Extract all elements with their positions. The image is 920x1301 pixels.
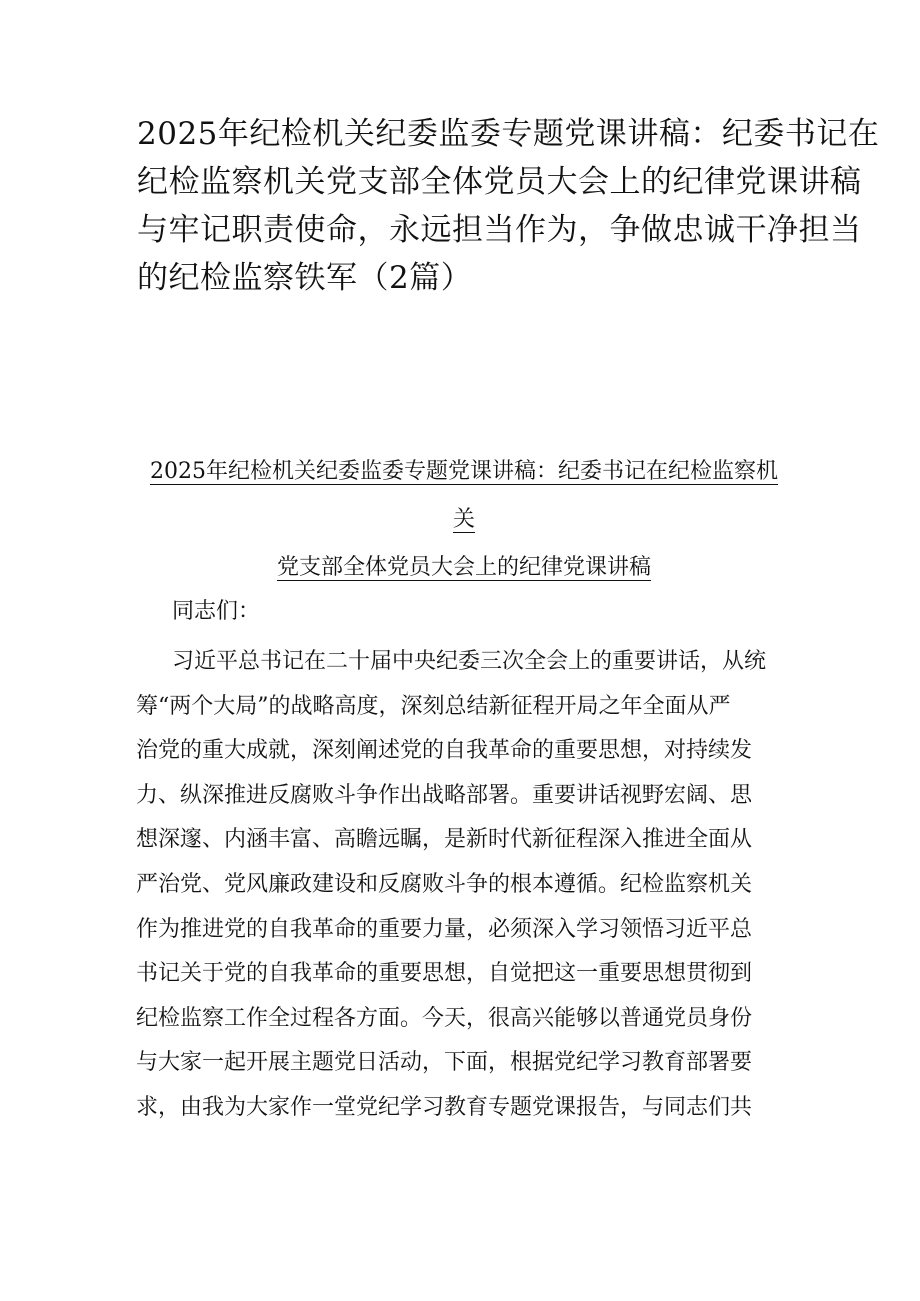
cover-title-line: 的纪检监察铁军（2篇） <box>137 260 473 296</box>
body-line: 求，由我为大家作一堂党纪学习教育专题党课报告，与同志们共 <box>136 1094 753 1120</box>
cover-title-line: 2025年纪检机关纪委监委专题党课讲稿：纪委书记在 <box>137 116 880 152</box>
article-title <box>130 448 798 592</box>
body-line: 严治党、党风廉政建设和反腐败斗争的根本遵循。纪检监察机关 <box>136 871 753 897</box>
cover-title-line: 与牢记职责使命，永远担当作为，争做忠诚干净担当 <box>137 212 862 248</box>
article-title-line: 党支部全体党员大会上的纪律党课讲稿 <box>276 555 651 580</box>
body-line: 筹“两个大局”的战略高度，深刻总结新征程开局之年全面从严 <box>136 693 731 719</box>
body-line: 纪检监察工作全过程各方面。今天，很高兴能够以普通党员身份 <box>136 1005 753 1031</box>
body-line: 想深邃、内涵丰富、高瞻远瞩，是新时代新征程深入推进全面从 <box>136 827 753 853</box>
article-title-line: 2025年纪检机关纪委监委专题党课讲稿：纪委书记在纪检监察机 <box>150 459 778 484</box>
cover-title-line: 纪检监察机关党支部全体党员大会上的纪律党课讲稿 <box>137 164 862 200</box>
body-line: 书记关于党的自我革命的重要思想，自觉把这一重要思想贯彻到 <box>136 961 753 987</box>
body-line: 治党的重大成就，深刻阐述党的自我革命的重要思想，对持续发 <box>136 738 753 764</box>
salutation: 同志们： <box>172 599 261 624</box>
body-line: 作为推进党的自我革命的重要力量，必须深入学习领悟习近平总 <box>136 916 753 942</box>
body-line: 力、纵深推进反腐败斗争作出战略部署。重要讲话视野宏阔、思 <box>136 782 753 808</box>
body-paragraph <box>136 640 796 1131</box>
article-title-line: 关 <box>452 507 475 532</box>
body-line: 习近平总书记在二十届中央纪委三次全会上的重要讲话，从统 <box>172 649 767 674</box>
body-line: 与大家一起开展主题党日活动，下面，根据党纪学习教育部署要 <box>136 1050 753 1076</box>
cover-title <box>137 110 880 302</box>
